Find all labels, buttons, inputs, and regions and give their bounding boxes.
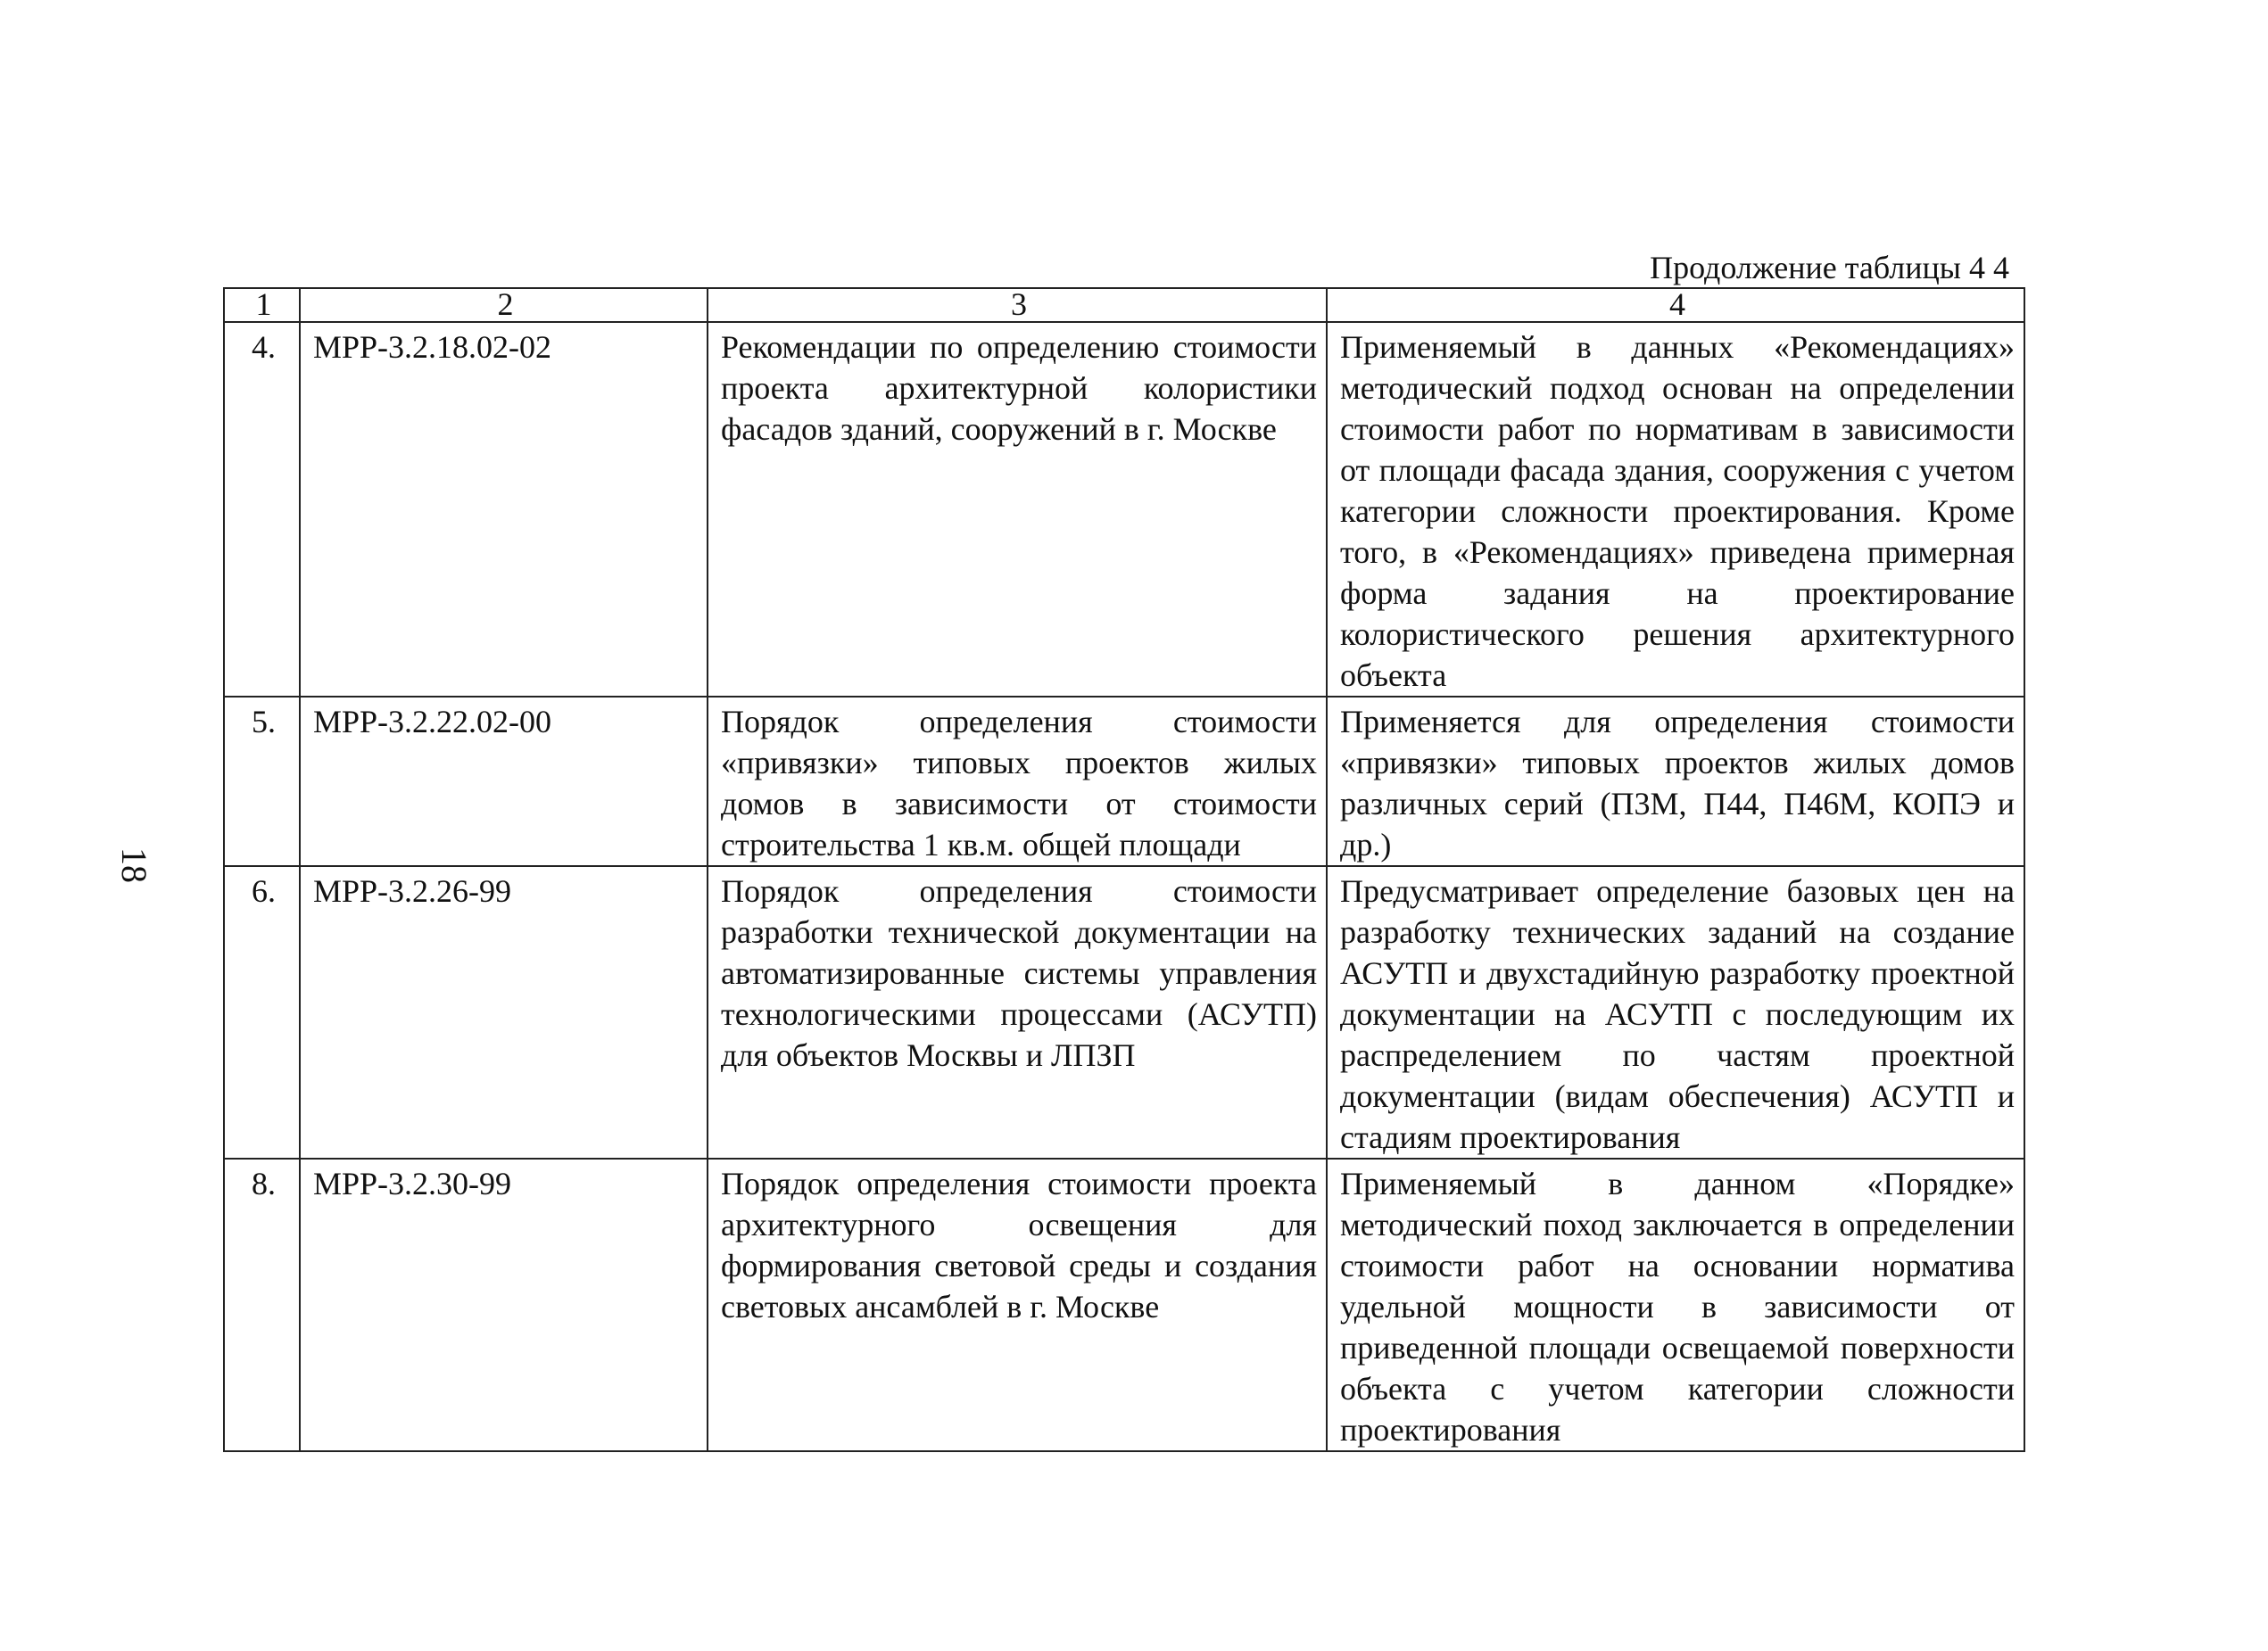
document-description: Предусматривает определение базовых цен на разработку технических заданий на создание АСУТП и двухстадийную разработку проектной документации на АСУТП с последующим их распределением по частям проектной документации (видам обеспечения) АСУТП и стадиям проектирования xyxy=(1327,866,2024,1159)
column-header-4: 4 xyxy=(1327,288,2024,322)
document-code: МРР-3.2.22.02-00 xyxy=(300,697,708,866)
column-header-1: 1 xyxy=(224,288,300,322)
document-title: Порядок определения стоимости проекта архитектурного освещения для формирования световой среды и создания световых ансамблей в г. Москве xyxy=(708,1159,1327,1451)
document-description: Применяемый в данных «Рекомендациях» методический подход основан на определении стоимости работ по нормативам в зависимости от площади фасада здания, сооружения с учетом категории сложности проектирования. Кроме того, в «Рекомендациях» приведена примерная форма задания на проектирование колористического решения архитектурного объекта xyxy=(1327,322,2024,697)
document-code: МРР-3.2.18.02-02 xyxy=(300,322,708,697)
document-title: Порядок определения стоимости разработки технической документации на автоматизированные системы управления технологическими процессами (АСУТП) для объектов Москвы и ЛПЗП xyxy=(708,866,1327,1159)
document-code: МРР-3.2.30-99 xyxy=(300,1159,708,1451)
document-description: Применяется для определения стоимости «привязки» типовых проектов жилых домов различных серий (П3М, П44, П46М, КОПЭ и др.) xyxy=(1327,697,2024,866)
column-header-2: 2 xyxy=(300,288,708,322)
table-header-row xyxy=(224,288,2024,322)
table-row xyxy=(224,322,2024,697)
document-description: Применяемый в данном «Порядке» методический поход заключается в определении стоимости работ на основании норматива удельной мощности в зависимости от приведенной площади освещаемой поверхности объекта с учетом категории сложности проектирования xyxy=(1327,1159,2024,1451)
table-row xyxy=(224,1159,2024,1451)
data-table xyxy=(223,287,2025,1452)
row-number: 5. xyxy=(224,697,300,866)
row-number: 6. xyxy=(224,866,300,1159)
column-header-3: 3 xyxy=(708,288,1327,322)
document-code: МРР-3.2.26-99 xyxy=(300,866,708,1159)
row-number: 8. xyxy=(224,1159,300,1451)
table-caption: Продолжение таблицы 4 4 xyxy=(1650,250,2009,285)
row-number: 4. xyxy=(224,322,300,697)
document-title: Рекомендации по определению стоимости проекта архитектурной колористики фасадов зданий, сооружений в г. Москве xyxy=(708,322,1327,697)
table-row xyxy=(224,697,2024,866)
document-title: Порядок определения стоимости «привязки» типовых проектов жилых домов в зависимости от стоимости строительства 1 кв.м. общей площади xyxy=(708,697,1327,866)
page-number: 18 xyxy=(114,847,154,883)
table-row xyxy=(224,866,2024,1159)
